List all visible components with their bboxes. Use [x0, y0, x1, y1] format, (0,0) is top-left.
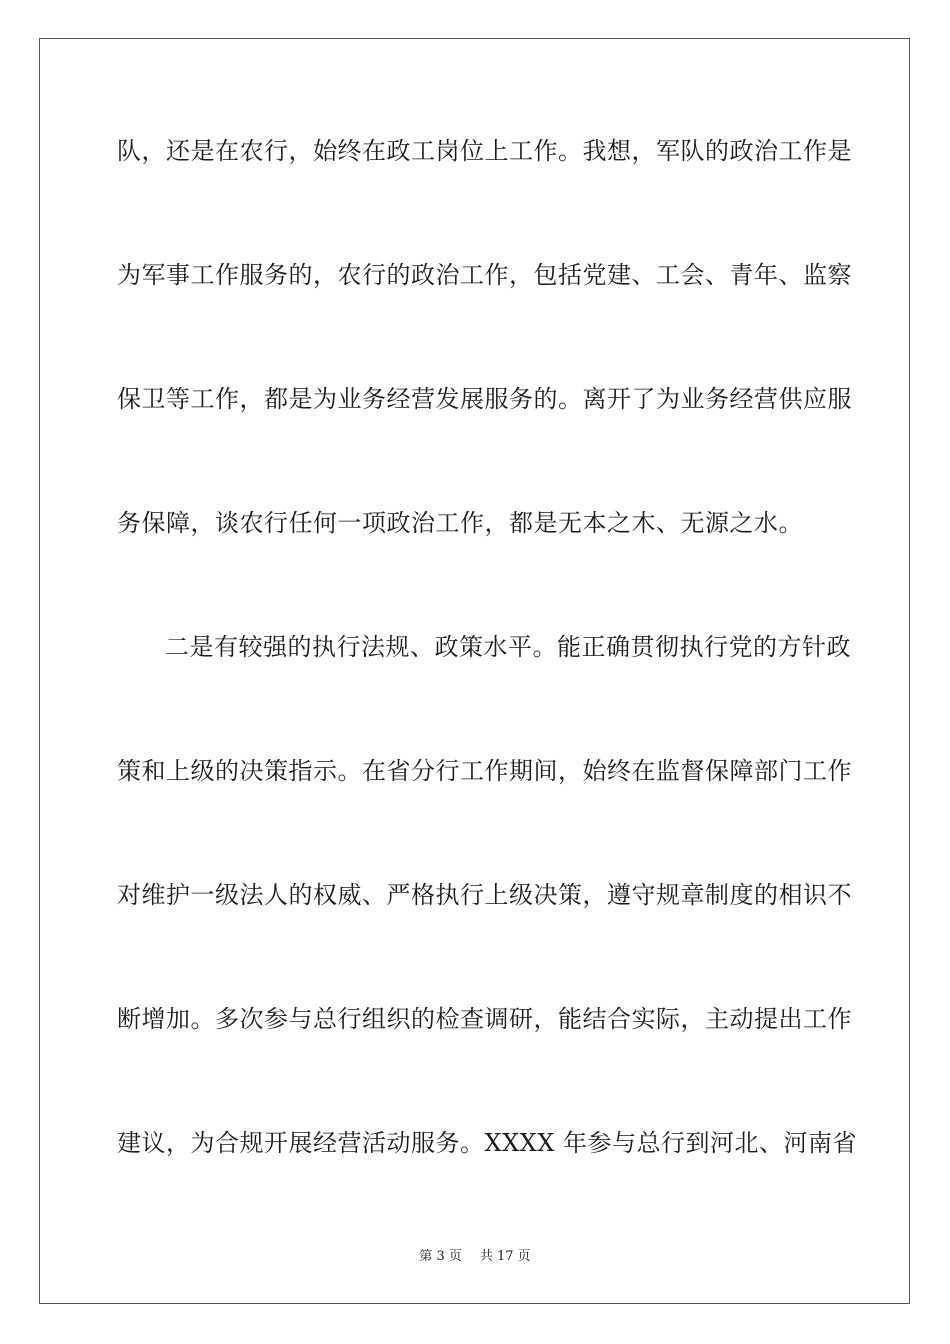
body-line-9: 建议，为合规开展经营活动服务。XXXX 年参与总行到河北、河南省 [117, 1129, 857, 1157]
body-line-6: 策和上级的决策指示。在省分行工作期间，始终在监督保障部门工作 [117, 757, 852, 785]
page-number: 第 3 页 [419, 1249, 462, 1264]
page-footer [0, 1248, 950, 1266]
body-line-5: 二是有较强的执行法规、政策水平。能正确贯彻执行党的方针政 [165, 633, 851, 661]
body-line-2: 为军事工作服务的，农行的政治工作，包括党建、工会、青年、监察 [117, 261, 852, 289]
body-line-7: 对维护一级法人的权威、严格执行上级决策，遵守规章制度的相识不 [117, 881, 852, 909]
body-line-4: 务保障，谈农行任何一项政治工作，都是无本之木、无源之水。 [117, 509, 803, 537]
page-border [39, 38, 910, 1304]
body-line-1: 队，还是在农行，始终在政工岗位上工作。我想，军队的政治工作是 [117, 137, 852, 165]
page-total: 共 17 页 [479, 1249, 531, 1264]
body-line-8: 断增加。多次参与总行组织的检查调研，能结合实际，主动提出工作 [117, 1005, 852, 1033]
body-line-3: 保卫等工作，都是为业务经营发展服务的。离开了为业务经营供应服 [117, 385, 852, 413]
